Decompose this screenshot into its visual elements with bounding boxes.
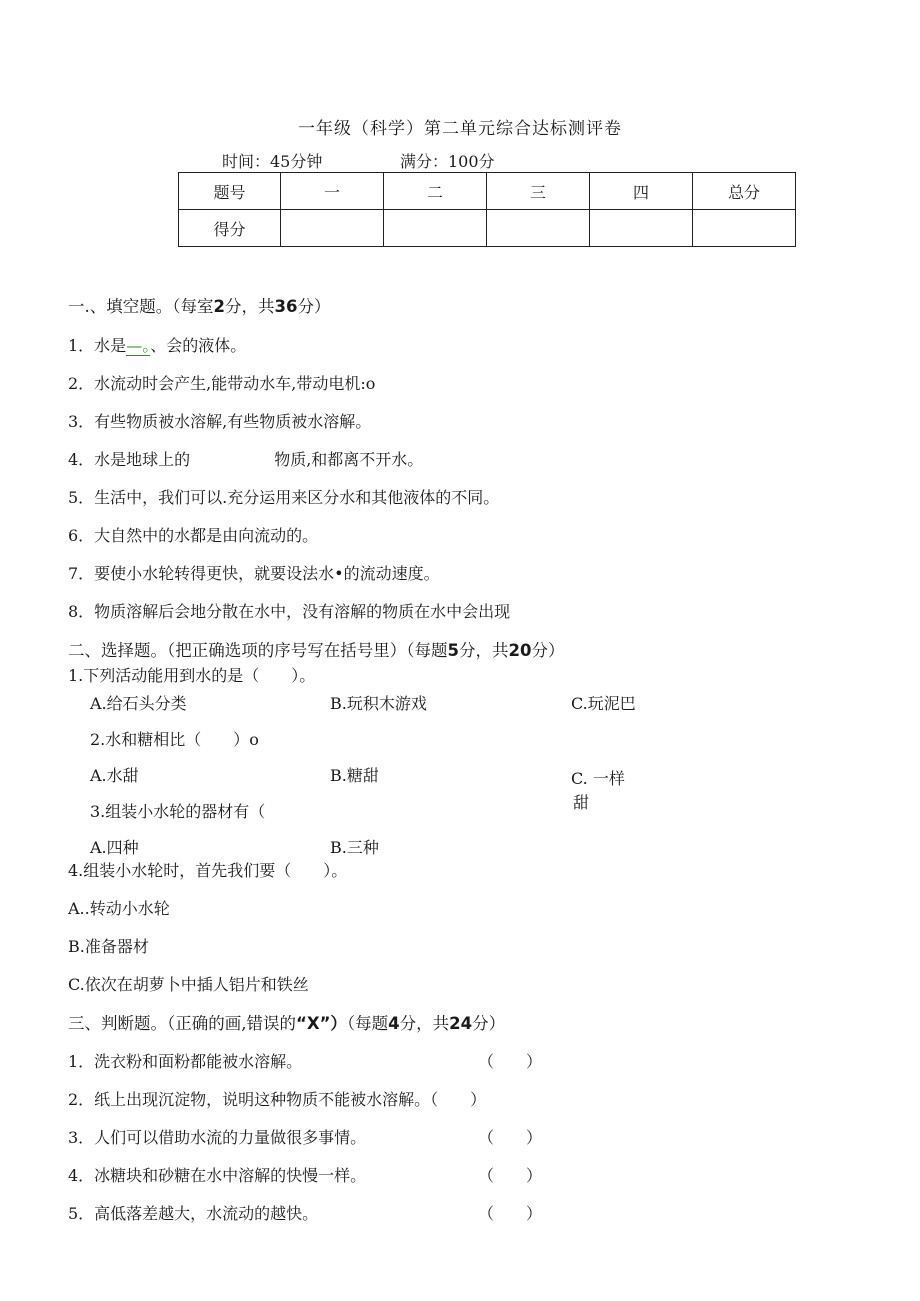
- answer-paren[interactable]: （ ）: [478, 1128, 543, 1147]
- score-cell[interactable]: [384, 210, 487, 247]
- q2-option-c[interactable]: C. 一样: [571, 769, 625, 788]
- score-cell[interactable]: [487, 210, 590, 247]
- judge-question-2: 2．纸上出现沉淀物，说明这种物质不能被水溶解。（ ）: [68, 1090, 487, 1109]
- judge-question-4: 4．冰糖块和砂糖在水中溶解的快慢一样。: [68, 1166, 367, 1185]
- table-header-cell: 题号: [179, 173, 281, 210]
- fill-question-4: 4．水是地球上的 物质,和都离不开水。: [68, 450, 424, 469]
- judge-question-5: 5．高低落差越大，水流动的越快。: [68, 1204, 319, 1223]
- q3-option-a[interactable]: A.四种: [90, 838, 139, 857]
- score-table-header-row: [179, 173, 796, 210]
- judge-question-3: 3．人们可以借助水流的力量做很多事情。: [68, 1128, 367, 1147]
- answer-paren[interactable]: （ ）: [478, 1166, 543, 1185]
- score-row-label: 得分: [179, 210, 281, 247]
- fill-question-3: 3．有些物质被水溶解,有些物质被水溶解。: [68, 412, 372, 431]
- answer-blank[interactable]: —。: [126, 336, 151, 355]
- table-header-cell: 四: [590, 173, 693, 210]
- q4-option-a[interactable]: A..转动小水轮: [68, 899, 170, 918]
- choice-question-4: 4.组装小水轮时，首先我们要（ ）。: [68, 861, 348, 880]
- section2-heading: 二、选择题。（把正确选项的序号写在括号里）（每题5分，共20分）: [68, 641, 565, 660]
- fill-question-5: 5．生活中，我们可以.充分运用来区分水和其他液体的不同。: [68, 488, 500, 507]
- section1-heading: 一.、填空题。（每室2分，共36分）: [68, 297, 331, 316]
- q4-option-c[interactable]: C.依次在胡萝卜中插人铝片和铁丝: [68, 975, 309, 994]
- full-score-label: 满分：100分: [400, 152, 495, 171]
- fill-question-7: 7．要使小水轮转得更快，就要设法水•的流动速度。: [68, 564, 440, 583]
- q2-option-b[interactable]: B.糖甜: [330, 766, 379, 785]
- score-table-score-row: [179, 210, 796, 247]
- fill-question-2: 2．水流动时会产生,能带动水车,带动电机:o: [68, 374, 376, 393]
- table-header-cell: 二: [384, 173, 487, 210]
- q1-option-c[interactable]: C.玩泥巴: [571, 694, 636, 713]
- score-table: [178, 172, 796, 247]
- table-header-cell: 总分: [693, 173, 796, 210]
- table-header-cell: 一: [281, 173, 384, 210]
- q1-option-b[interactable]: B.玩积木游戏: [330, 694, 427, 713]
- q4-option-b[interactable]: B.准备器材: [68, 937, 149, 956]
- fill-question-1: 1．水是—。、会的液体。: [68, 336, 247, 355]
- q1-option-a[interactable]: A.给石头分类: [90, 694, 187, 713]
- fill-question-6: 6．大自然中的水都是由向流动的。: [68, 526, 319, 545]
- section3-heading: 三、判断题。（正确的画,错误的“X”）（每题4分，共24分）: [68, 1014, 506, 1033]
- choice-question-1: 1.下列活动能用到水的是（ ）。: [68, 666, 316, 685]
- judge-question-1: 1．洗衣粉和面粉都能被水溶解。: [68, 1052, 303, 1071]
- time-label: 时间：45分钟: [222, 152, 323, 171]
- answer-paren[interactable]: （ ）: [478, 1204, 543, 1223]
- q2-option-a[interactable]: A.水甜: [90, 766, 139, 785]
- score-cell[interactable]: [281, 210, 384, 247]
- page-title: 一年级（科学）第二单元综合达标测评卷: [298, 119, 622, 139]
- score-cell[interactable]: [693, 210, 796, 247]
- q2-option-c-cont: 甜: [573, 793, 590, 812]
- table-header-cell: 三: [487, 173, 590, 210]
- q3-option-b[interactable]: B.三种: [330, 838, 379, 857]
- choice-question-2: 2.水和糖相比（ ）o: [90, 730, 259, 749]
- choice-question-3: 3.组装小水轮的器材有（: [90, 802, 266, 821]
- score-cell[interactable]: [590, 210, 693, 247]
- fill-question-8: 8．物质溶解后会地分散在水中，没有溶解的物质在水中会出现: [68, 602, 511, 621]
- answer-paren[interactable]: （ ）: [478, 1052, 543, 1071]
